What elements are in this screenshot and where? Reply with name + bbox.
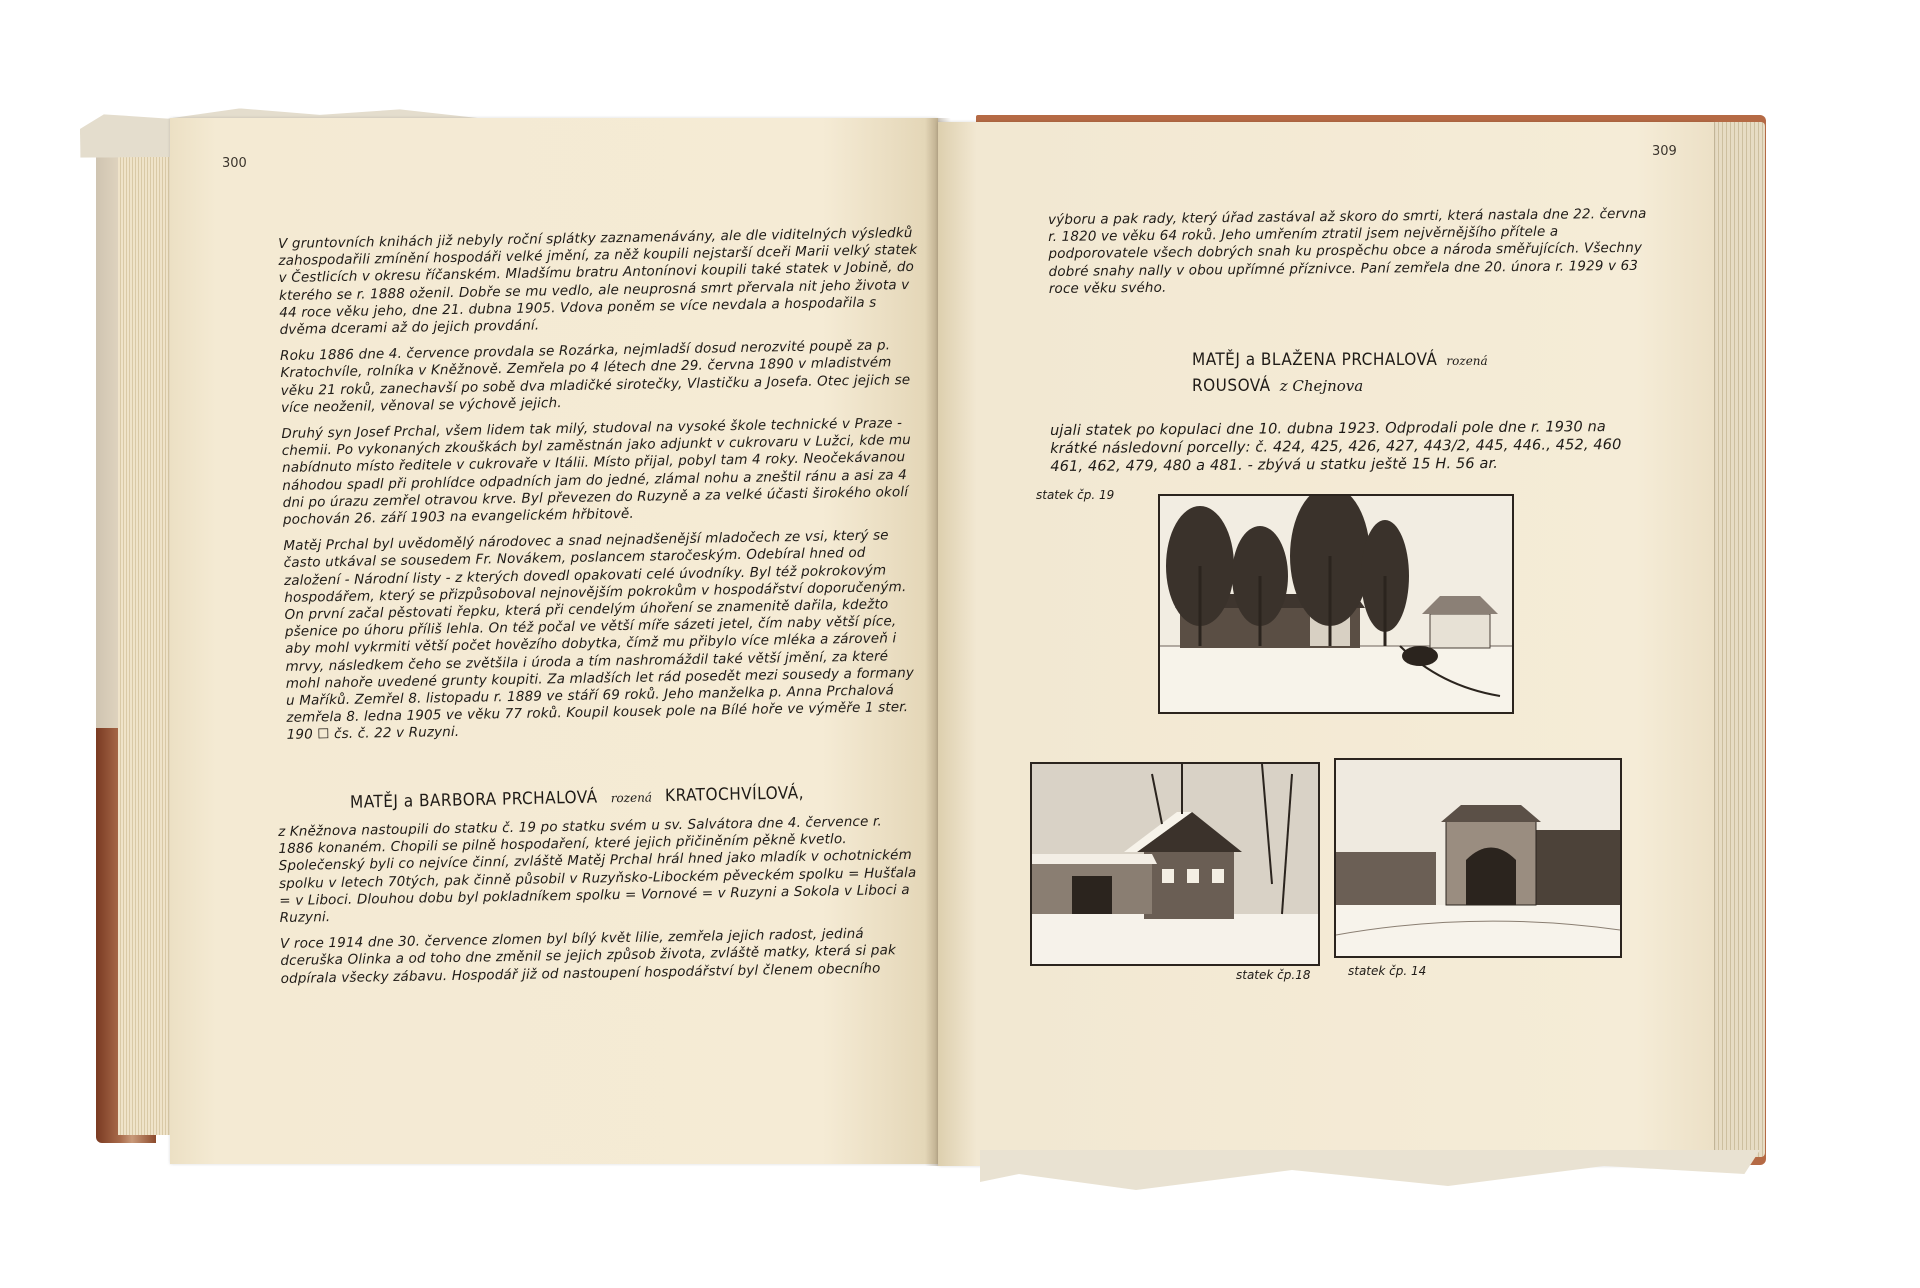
right-heading-suffix: rozená bbox=[1446, 354, 1488, 368]
sketch-farmhouse-19-drawing bbox=[1160, 496, 1512, 712]
caption-statek-14: statek čp. 14 bbox=[1348, 964, 1427, 978]
right-heading-maiden: ROUSOVÁ bbox=[1192, 376, 1271, 396]
left-paragraph-4: Matěj Prchal byl uvědomělý národovec a snad nejnadšenější mladočech ze vsi, který se často utkával se sousedem Fr. Novákem, poslancem staročeským. Odebíral hned od založení - Národní listy - z kterých dovedl opakovati celé úvodníky. Byl též pokrokovým hospodářem, který se přizpůsoboval nejnovějším pokrokům v hospodářství doporučeným. On první začal pěstovati řepku, která při cendelým úhoření se znamenitě dařila, kdežto pšenice po úhoru příliš lehla. On též počal ve větší míře sázeti jetel, čím naby větší píce, aby mohl vykrmiti větší počet hovězího dobytka, čímž mu přibylo více mléka a zároveň i mrvy, následkem čeho se zvětšila i úroda a tím nashromáždil také větší jmění, za které mohl nahoře uvedené grunty koupiti. Za mladších let rád posedět mezi sousedy a formany u Maříků. Zemřel 8. listopadu r. 1889 ve stáří 69 roků. Jeho manželka p. Anna Prchalová zemřela 8. ledna 1905 ve věku 77 roků. Koupil kousek pole na Bílé hoře ve výměře 1 ster. 190 ☐ čs. č. 22 v Ruzyni. bbox=[283, 527, 915, 744]
sketch-farmhouse-19 bbox=[1158, 494, 1514, 714]
caption-statek-18: statek čp.18 bbox=[1236, 968, 1311, 982]
right-page-text-top bbox=[1048, 206, 1649, 307]
sketch-farmhouse-18-drawing bbox=[1032, 764, 1318, 964]
torn-paper-bottom bbox=[980, 1150, 1760, 1190]
right-page-text-bottom bbox=[1050, 418, 1650, 485]
caption-statek-19: statek čp. 19 bbox=[1036, 488, 1115, 502]
right-page-number: 309 bbox=[1652, 144, 1677, 159]
left-heading-middle: rozená bbox=[610, 790, 653, 806]
left-paragraph-5: z Kněžnova nastoupili do statku č. 19 po statku svém u sv. Salvátora dne 4. července r. 1886 konaném. Chopili se pilně hospodaření, které jejich přičiněním pěkně kvetlo. Společenský byli co nejvíce činní, zvláště Matěj Prchal hrál hned jako mladík v ochotnickém spolku v letech 70tých, pak činně působil v Ruzyňsko-Libockém pěveckém spolku = Hušťala = v Liboci. Dlouhou dobu byl pokladníkem spolku = Vornové = v Ruzyni a Sokola v Liboci a Ruzyni. bbox=[278, 813, 917, 927]
page-stack-left bbox=[118, 135, 176, 1135]
left-page-text-top bbox=[278, 225, 927, 754]
left-paragraph-1: V gruntovních knihách již nebyly roční splátky zaznamenávány, ale dle viditelných výsledků zahospodařili zmínění hospodáři velké jmění, za něž koupili nejstarší dceři Marii velký statek v Čestlicích v okresu říčanském. Mladšímu bratru Antonínovi koupili také statek v Jobině, do kterého se r. 1888 oženil. Dobře se mu vedlo, ale neuprosná smrt přervala nit jeho života v 44 roce věku jeho, dne 21. dubna 1905. Vdova poněm se více nevdala a hospodařila s dvěma dcerami až do jejich provdání. bbox=[278, 224, 918, 339]
sketch-farmhouse-14 bbox=[1334, 758, 1622, 958]
right-page bbox=[938, 122, 1714, 1166]
right-heading-origin: z Chejnova bbox=[1279, 377, 1364, 395]
right-paragraph-2: ujali statek po kopulaci dne 10. dubna 1923. Odprodali pole dne r. 1930 na krátké následovní porcelly: č. 424, 425, 426, 427, 443/2, 445, 446., 452, 460 461, 462, 479, 480 a 481. - zbývá u statku ještě 15 H. 56 ar. bbox=[1050, 419, 1622, 475]
right-heading-names: MATĚJ a BLAŽENA PRCHALOVÁ bbox=[1192, 350, 1438, 370]
right-paragraph-1: výboru a pak rady, který úřad zastával až skoro do smrti, která nastala dne 22. června r. 1820 ve věku 64 roků. Jeho umřením ztratil jsem nejvěrnějšího přítele a podporovatele všech dobrých snah ku prospěchu obce a národa směřujících. Všechny dobré snahy nally v obou upřímné příznivce. Paní zemřela dne 20. února r. 1929 v 63 roce věku svého. bbox=[1048, 205, 1647, 297]
left-page-number: 300 bbox=[222, 156, 247, 171]
sketch-farmhouse-18 bbox=[1030, 762, 1320, 966]
left-paragraph-2: Roku 1886 dne 4. července provdala se Rozárka, nejmladší dosud nerozvité poupě za p. Kratochvíle, rolníka v Kněžnově. Zemřela po 4 létech dne 29. června 1890 v mladistvém věku 21 roků, zanechavší po sobě dva mladičké sirotečky, Vlastičku a Josefa. Otec jejich se více neoženil, věnoval se výchově jejich. bbox=[279, 337, 911, 416]
left-page-text-bottom bbox=[278, 813, 921, 997]
left-heading-maiden: KRATOCHVÍLOVÁ, bbox=[664, 783, 805, 807]
left-paragraph-6: V roce 1914 dne 30. července zlomen byl bílý květ lilie, zemřela jejich radost, jediná dceruška Olinka a od toho dne změnil se jejich způsob života, zvláště matky, která si pak odpírala všecky zábavu. Hospodář již od nastoupení hospodářství byl členem obecního bbox=[279, 926, 897, 987]
right-heading bbox=[1192, 350, 1488, 396]
sketch-farmhouse-14-drawing bbox=[1336, 760, 1620, 956]
left-paragraph-3: Druhý syn Josef Prchal, všem lidem tak milý, studoval na vysoké škole technické v Praze - chemii. Po vykonaných zkouškách byl zaměstnán jako adjunkt v cukrovaru v Lužci, kde mu nabídnuto místo ředitele v cukrovaře v Itálii. Místo přijal, pobyl tam 4 roky. Neočekávanou náhodou spadl při prohlídce odpadních jam do jedné, zlámal nohu a zneštil ránu a asi za 4 dni po úrazu zemřel otravou krve. Byl převezen do Ruzyně a za velké účasti širokého okolí pochován 26. září 1903 na evangelickém hřbitově. bbox=[281, 415, 912, 529]
left-heading-names: MATĚJ a BARBORA PRCHALOVÁ bbox=[349, 787, 598, 813]
left-page bbox=[170, 118, 938, 1164]
left-heading bbox=[350, 783, 804, 813]
